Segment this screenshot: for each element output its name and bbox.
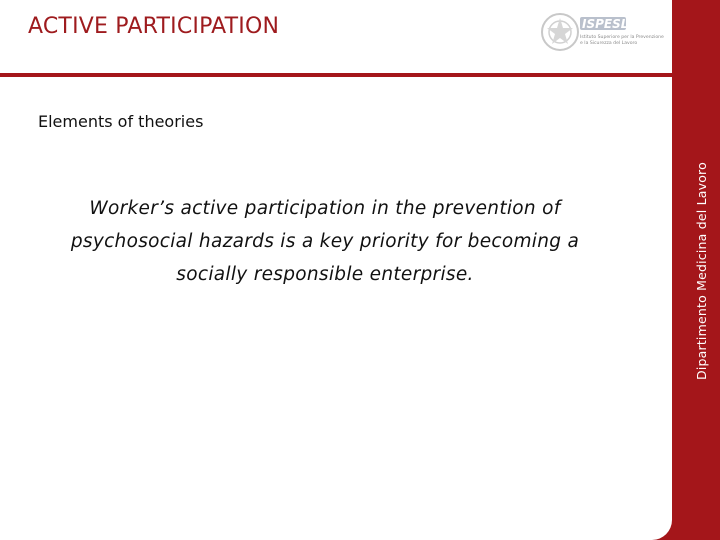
section-heading: Elements of theories	[38, 112, 204, 131]
department-side-label: Dipartimento Medicina del Lavoro	[694, 162, 709, 380]
logo-subtext-2: e la Sicurezza del Lavoro	[580, 41, 638, 46]
logo-wordmark	[580, 17, 664, 46]
logo-subtext-1: Istituto Superiore per la Prevenzione	[580, 35, 664, 40]
bottom-corner-inner	[652, 518, 672, 540]
ispesl-logo	[540, 8, 680, 56]
bottom-corner-decoration	[652, 518, 672, 540]
logo-text: ISPESL	[582, 17, 629, 31]
header-divider	[0, 73, 672, 77]
body-paragraph: Worker’s active participation in the prevention of psychosocial hazards is a key priority for becoming a socially responsible enterprise.	[70, 198, 580, 285]
page-title: ACTIVE PARTICIPATION	[28, 14, 280, 39]
emblem-icon	[542, 14, 578, 50]
